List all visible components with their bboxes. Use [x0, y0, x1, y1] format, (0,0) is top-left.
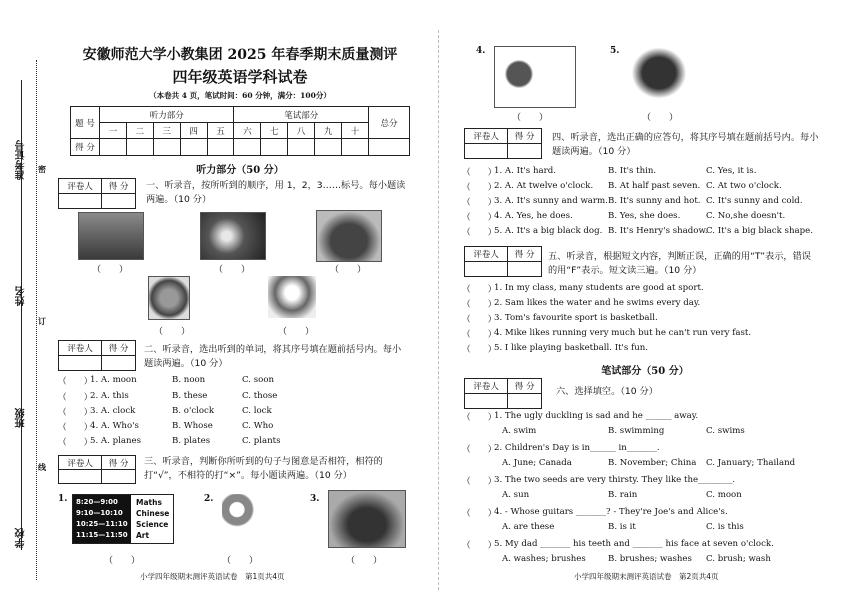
- score-cell[interactable]: [126, 139, 153, 156]
- answer-paren[interactable]: （ ）: [462, 315, 497, 325]
- answer-paren[interactable]: （ ）: [462, 445, 497, 455]
- seal-mark: 密: [38, 164, 46, 174]
- statement: 5. I like playing basketball. It's fun.: [494, 343, 649, 353]
- answer-paren[interactable]: （ ）: [462, 541, 497, 551]
- total-label: 总分: [369, 107, 410, 139]
- grader-cell[interactable]: [465, 144, 508, 159]
- option-a: 2. A. this: [90, 391, 129, 401]
- answer-paren[interactable]: （ ）: [330, 265, 367, 275]
- section5-instruction: 五、听录音，根据短文内容，判断正误，正确的用“T”表示，错误的用“F”表示。短文读三遍。（10 分）: [548, 251, 811, 276]
- option-a: A. washes; brushes: [502, 554, 586, 564]
- score-cell[interactable]: [207, 139, 234, 156]
- answer-paren[interactable]: （ ）: [222, 556, 259, 566]
- answer-paren[interactable]: （ ）: [462, 168, 497, 178]
- grader-box: [58, 340, 136, 371]
- grader-score-label: 得 分: [102, 179, 136, 194]
- class-schedule: [72, 494, 174, 544]
- school-label: 学校: [16, 528, 27, 548]
- answer-paren[interactable]: （ ）: [462, 300, 497, 310]
- halloween-image: [328, 490, 406, 548]
- score-cell[interactable]: [100, 139, 127, 156]
- option-c: C. It's sunny and cold.: [706, 196, 803, 206]
- q-number: 七: [261, 123, 288, 139]
- answer-paren[interactable]: （ ）: [462, 345, 497, 355]
- cut-line: [36, 60, 37, 580]
- q-number: 八: [288, 123, 315, 139]
- option-c: C. lock: [242, 406, 272, 416]
- score-cell[interactable]: [234, 139, 261, 156]
- option-b: B. o'clock: [172, 406, 215, 416]
- girl-image: [268, 276, 316, 318]
- answer-paren[interactable]: （ ）: [346, 556, 383, 566]
- grader-score-label: 得 分: [508, 129, 542, 144]
- total-score-cell[interactable]: [369, 139, 410, 156]
- page-divider: [438, 30, 439, 590]
- item-number: 2.: [204, 494, 214, 504]
- grader-cell[interactable]: [465, 394, 508, 409]
- schedule-subject: Art: [136, 531, 150, 540]
- option-a: A. are these: [502, 522, 555, 532]
- exam-subtitle: 四年级英语学科试卷: [172, 68, 308, 86]
- option-c: C. It's a big black shape.: [706, 226, 813, 236]
- exam-title: 安徽师范大学小教集团 2025 年春季期末质量测评: [82, 47, 398, 63]
- grader-box: [464, 378, 542, 409]
- item-number: 1.: [58, 494, 68, 504]
- schedule-subject: Chinese: [136, 509, 170, 518]
- option-a: 4. A. Who's: [90, 421, 139, 431]
- statement: 2. Sam likes the water and he swims every day.: [494, 298, 701, 308]
- score-cell[interactable]: [153, 139, 180, 156]
- item-number: 3.: [310, 494, 320, 504]
- option-a: A. June; Canada: [502, 458, 572, 468]
- option-a: 4. A. Yes, he does.: [494, 211, 573, 221]
- score-cell[interactable]: [315, 139, 342, 156]
- grader-label: 评卷人: [59, 456, 102, 470]
- q-number: 六: [234, 123, 261, 139]
- answer-paren[interactable]: （ ）: [58, 377, 93, 387]
- option-c: C. No,she doesn't.: [706, 211, 786, 221]
- answer-paren[interactable]: （ ）: [642, 113, 679, 123]
- q-number: 九: [315, 123, 342, 139]
- option-a: 1. A. It's hard.: [494, 166, 556, 176]
- answer-paren[interactable]: （ ）: [462, 228, 497, 238]
- grader-cell[interactable]: [102, 194, 136, 209]
- score-table: [70, 106, 410, 156]
- answer-paren[interactable]: （ ）: [154, 327, 191, 337]
- option-b: B. It's Henry's shadow.: [608, 226, 708, 236]
- option-a: 5. A. It's a big black dog.: [494, 226, 603, 236]
- score-cell[interactable]: [342, 139, 369, 156]
- question-text: 2. Children's Day is in______ in_______.: [494, 443, 660, 453]
- q-number: 十: [342, 123, 369, 139]
- option-b: B. noon: [172, 375, 206, 385]
- night-village-image: [78, 212, 144, 260]
- option-c: C. Yes, it is.: [706, 166, 757, 176]
- option-c: C. At two o'clock.: [706, 181, 782, 191]
- item-number: 5.: [610, 46, 620, 56]
- grader-score-label: 得 分: [102, 456, 136, 470]
- schedule-time: 8:20—9:00: [76, 498, 118, 506]
- option-b: B. rain: [608, 490, 638, 500]
- option-b: B. swimming: [608, 426, 665, 436]
- eggs-image: [200, 212, 266, 260]
- grader-score-label: 得 分: [102, 341, 136, 356]
- grader-cell[interactable]: [508, 394, 542, 409]
- option-c: C. brush; wash: [706, 554, 771, 564]
- answer-paren[interactable]: （ ）: [58, 423, 93, 433]
- grader-label: 评卷人: [465, 247, 508, 262]
- option-c: C. those: [242, 391, 278, 401]
- answer-paren[interactable]: （ ）: [462, 477, 497, 487]
- answer-paren[interactable]: （ ）: [58, 438, 93, 448]
- answer-paren[interactable]: （ ）: [462, 285, 497, 295]
- option-a: A. sun: [502, 490, 530, 500]
- question-number-label: 题 号: [71, 107, 100, 139]
- q-number: 一: [100, 123, 127, 139]
- option-c: C. is this: [706, 522, 744, 532]
- exam-number-label: 准考证号: [16, 140, 27, 180]
- option-a: 3. A. It's sunny and warm.: [494, 196, 608, 206]
- bind-mark: 订: [38, 316, 46, 326]
- statement: 1. In my class, many students are good at sport.: [494, 283, 704, 293]
- option-b: B. is it: [608, 522, 636, 532]
- elephant-image: [628, 44, 690, 102]
- grader-score-label: 得 分: [508, 379, 542, 394]
- score-cell[interactable]: [288, 139, 315, 156]
- answer-paren[interactable]: （ ）: [462, 509, 497, 519]
- section4-instruction: 四、听录音，选出正确的应答句，将其序号填在题前括号内。每小题读两遍。（10 分）: [552, 132, 819, 157]
- listening-part-label: 听力部分: [100, 107, 234, 123]
- grader-label: 评卷人: [465, 379, 508, 394]
- grader-cell[interactable]: [508, 144, 542, 159]
- footer-page2: 小学四年级期末测评英语试卷 第2页共4页: [574, 572, 719, 581]
- answer-paren[interactable]: （ ）: [462, 198, 497, 208]
- option-c: C. plants: [242, 436, 281, 446]
- option-b: B. Yes, she does.: [608, 211, 681, 221]
- option-b: B. brushes; washes: [608, 554, 692, 564]
- grader-box: [58, 455, 136, 484]
- question-text: 1. The ugly duckling is sad and he ______ away.: [494, 411, 699, 421]
- option-b: B. At half past seven.: [608, 181, 701, 191]
- score-cell[interactable]: [261, 139, 288, 156]
- schedule-time: 9:10—10:10: [76, 509, 123, 517]
- option-b: B. It's sunny and hot.: [608, 196, 701, 206]
- name-label: 姓名: [16, 286, 27, 306]
- grader-label: 评卷人: [59, 341, 102, 356]
- question-text: 4. - Whose guitars _______? - They're Joe's and Alice's.: [494, 507, 728, 517]
- answer-paren[interactable]: （ ）: [462, 330, 497, 340]
- option-a: A. swim: [502, 426, 537, 436]
- grader-cell[interactable]: [508, 262, 542, 277]
- answer-paren[interactable]: （ ）: [462, 183, 497, 193]
- schedule-subject: Science: [136, 520, 169, 529]
- section1-instruction: 一、听录音，按所听到的顺序，用 1，2，3……标号。每小题读两遍。（10 分）: [146, 180, 406, 205]
- answer-paren[interactable]: （ ）: [92, 265, 129, 275]
- option-b: B. November; China: [608, 458, 697, 468]
- grader-cell[interactable]: [102, 356, 136, 371]
- option-a: 3. A. clock: [90, 406, 136, 416]
- grader-cell[interactable]: [102, 470, 136, 484]
- grader-cell[interactable]: [59, 356, 102, 371]
- option-a: 1. A. moon: [90, 375, 137, 385]
- animal-image: [148, 276, 190, 320]
- answer-paren[interactable]: （ ）: [214, 265, 251, 275]
- question-text: 5. My dad _______ his teeth and _______ his face at seven o'clock.: [494, 539, 774, 549]
- listening-header: 听力部分（50 分）: [196, 165, 284, 176]
- option-c: C. Who: [242, 421, 274, 431]
- answer-paren[interactable]: （ ）: [278, 327, 315, 337]
- grader-box: [58, 178, 136, 209]
- grader-cell[interactable]: [59, 470, 102, 484]
- schedule-subject: Maths: [136, 498, 162, 507]
- q-number: 四: [180, 123, 207, 139]
- grader-cell[interactable]: [465, 262, 508, 277]
- tree-scene-image: [316, 210, 382, 262]
- tennis-player-image: [222, 494, 272, 546]
- score-row-label: 得 分: [71, 139, 100, 156]
- option-a: 2. A. At twelve o'clock.: [494, 181, 594, 191]
- statement: 4. Mike likes running very much but he can't run very fast.: [494, 328, 752, 338]
- footer-page1: 小学四年级期末测评英语试卷 第1页共4页: [140, 572, 285, 581]
- answer-paren[interactable]: （ ）: [104, 556, 141, 566]
- written-part-label: 笔试部分: [234, 107, 369, 123]
- option-b: B. It's thin.: [608, 166, 657, 176]
- option-c: C. moon: [706, 490, 742, 500]
- exam-note: （本卷共 4 页，笔试时间：60 分钟，满分：100分）: [149, 91, 331, 100]
- written-header: 笔试部分（50 分）: [601, 366, 689, 377]
- answer-paren[interactable]: （ ）: [462, 413, 497, 423]
- q-number: 二: [126, 123, 153, 139]
- score-cell[interactable]: [180, 139, 207, 156]
- section6-instruction: 六、选择填空。（10 分）: [556, 386, 658, 397]
- option-b: B. Whose: [172, 421, 213, 431]
- option-a: 5. A. planes: [90, 436, 142, 446]
- grader-label: 评卷人: [59, 179, 102, 194]
- section3-instruction: 三、听录音，判断你所听到的句子与图意是否相符，相符的打“√”，不相符的打“×”。每小题读两遍。（10 分）: [144, 456, 383, 481]
- option-c: C. swims: [706, 426, 745, 436]
- option-b: B. these: [172, 391, 208, 401]
- two-people-image: [494, 46, 576, 108]
- answer-paren[interactable]: （ ）: [512, 113, 549, 123]
- grader-box: [464, 246, 542, 277]
- answer-paren[interactable]: （ ）: [462, 213, 497, 223]
- schedule-time: 11:15—11:50: [76, 531, 128, 539]
- q-number: 三: [153, 123, 180, 139]
- option-c: C. soon: [242, 375, 275, 385]
- section2-instruction: 二、听录音，选出听到的单词，将其序号填在题前括号内。每小题读两遍。（10 分）: [144, 344, 402, 369]
- grader-box: [464, 128, 542, 159]
- item-number: 4.: [476, 46, 486, 56]
- option-c: C. January; Thailand: [706, 458, 796, 468]
- grader-score-label: 得 分: [508, 247, 542, 262]
- answer-paren[interactable]: （ ）: [58, 408, 93, 418]
- option-b: B. plates: [172, 436, 211, 446]
- statement: 3. Tom's favourite sport is basketball.: [494, 313, 658, 323]
- grader-label: 评卷人: [465, 129, 508, 144]
- q-number: 五: [207, 123, 234, 139]
- class-label: 班级: [16, 408, 27, 428]
- schedule-time: 10:25—11:10: [76, 520, 128, 528]
- grader-cell[interactable]: [59, 194, 102, 209]
- line-mark: 线: [38, 462, 46, 472]
- answer-paren[interactable]: （ ）: [58, 393, 93, 403]
- question-text: 3. The two seeds are very thirsty. They like the________.: [494, 475, 736, 485]
